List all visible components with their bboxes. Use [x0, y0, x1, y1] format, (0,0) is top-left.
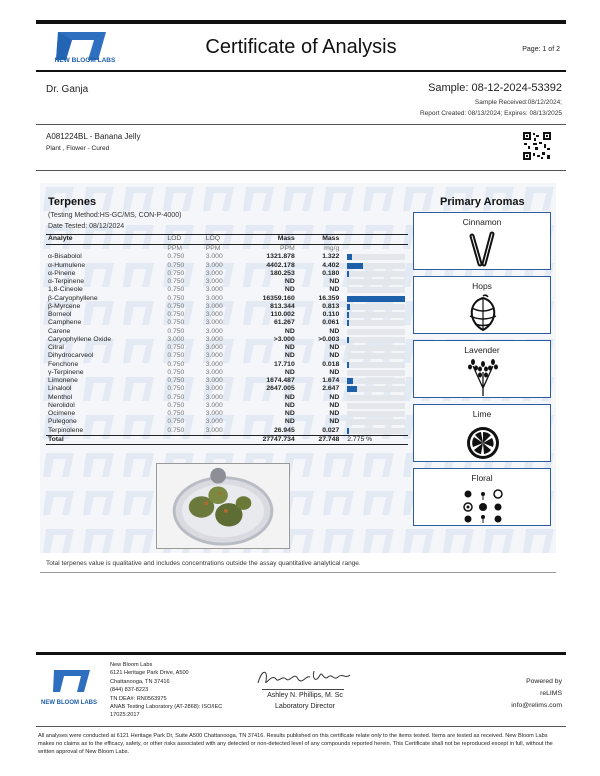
loq-value: 3.000 [205, 311, 223, 318]
lod-value: 0.750 [167, 294, 185, 302]
address-line: 6121 Heritage Park Drive, A500 [110, 670, 189, 677]
lod-value: 0.750 [167, 393, 185, 401]
mass-mg-value: 0.180 [322, 269, 340, 277]
address-line: Chattanooga, TN 37416 [110, 678, 170, 685]
aroma-card-lavender [413, 340, 551, 398]
table-row [46, 418, 408, 426]
header [36, 24, 566, 72]
mass-ppm-value: 2647.005 [266, 385, 295, 393]
lod-value: 0.750 [167, 344, 185, 351]
table-row [46, 427, 408, 436]
loq-value: 3.000 [205, 278, 223, 285]
aroma-card-hops [413, 276, 551, 334]
total-label: Total [46, 435, 165, 444]
analyte-name: α-Bisabolol [48, 253, 82, 261]
concentration-bar-fill [347, 271, 349, 277]
mass-mg-value: ND [329, 278, 340, 285]
powered-email[interactable]: info@relims.com [511, 702, 562, 709]
analyte-name: α-Terpinene [48, 278, 85, 285]
header-rule [36, 70, 566, 72]
mass-mg-value: 0.813 [322, 302, 340, 310]
total-ppm: 27747.734 [244, 435, 297, 444]
concentration-bar-fill [347, 320, 349, 326]
floral-icon [458, 486, 508, 524]
col-analyte: Analyte [46, 235, 165, 245]
page-title: Certificate of Analysis [205, 36, 397, 58]
lab-logo-text: NEW BLOOM LABS [54, 57, 116, 64]
disclaimer: All analyses were conducted at 6121 Heritage Park Dr, Suite A500 Chattanooga, TN 37416. Results published on this certificate relate only to the items tested. Items are tested as received. New Bloom Labs makes no claims as to the efficacy, safety, or other risks associated with any detected or non-detected level of any compounds reported herein. This Certificate shall not be reproduced except in full, without the written approval of New Bloom Labs. [38, 733, 553, 756]
aromas-title: Primary Aromas [440, 196, 525, 208]
table-row [46, 402, 408, 410]
lavender-icon [458, 358, 508, 396]
analyte-name: Caryophyllene Oxide [48, 335, 112, 343]
lod-value: 0.750 [167, 368, 185, 376]
analyte-name: Fenchone [48, 360, 79, 368]
address-line: TN DEA#: RN0563975 [110, 695, 167, 702]
concentration-bar [347, 304, 405, 310]
aroma-label: Lavender [464, 345, 500, 355]
mass-ppm-value: ND [284, 278, 295, 285]
mass-mg-value: ND [329, 393, 340, 401]
table-row [46, 344, 408, 352]
lod-value: 0.750 [167, 269, 185, 277]
signer-title: Laboratory Director [275, 703, 335, 710]
lod-value: 0.750 [167, 385, 185, 393]
lab-address [110, 661, 250, 720]
mass-ppm-value: ND [284, 352, 295, 360]
page-number: Page: 1 of 2 [522, 46, 560, 53]
concentration-bar-fill [347, 254, 352, 260]
mass-mg-value: 0.027 [322, 426, 340, 434]
mass-mg-value: ND [329, 410, 340, 417]
footer-rule [36, 652, 566, 655]
col-mass-ppm: Mass [244, 235, 297, 245]
loq-value: 3.000 [205, 393, 223, 401]
table-row [46, 328, 408, 336]
table-row [46, 262, 408, 270]
mass-ppm-value: 26.945 [273, 426, 295, 434]
lod-value: 0.750 [167, 360, 185, 368]
loq-value: 3.000 [205, 294, 223, 302]
col-lod: LOD [165, 235, 203, 245]
mass-ppm-value: 110.002 [270, 311, 295, 318]
lod-value: 0.750 [167, 286, 185, 294]
terpenes-table [46, 234, 408, 445]
concentration-bar [347, 287, 405, 293]
mass-ppm-value: 1674.487 [266, 377, 295, 384]
concentration-bar [347, 353, 405, 359]
loq-value: 3.000 [205, 426, 223, 434]
mass-mg-value: 4.402 [322, 261, 340, 269]
sample-photo [156, 463, 290, 549]
concentration-bar [347, 296, 405, 302]
lod-value: 0.750 [167, 418, 185, 426]
total-percent: 2.775 % [341, 435, 408, 444]
divider [40, 572, 556, 573]
mass-mg-value: 0.061 [322, 319, 340, 327]
powered-name: reLIMS [540, 690, 562, 697]
loq-value: 3.000 [205, 385, 223, 393]
loq-value: 3.000 [205, 401, 223, 409]
concentration-bar-fill [347, 304, 350, 310]
loq-value: 3.000 [205, 335, 223, 343]
unit-mass-ppm: PPM [280, 245, 295, 252]
lod-value: 0.750 [167, 302, 185, 310]
lod-value: 3.000 [167, 335, 185, 343]
mass-ppm-value: 180.253 [270, 269, 295, 277]
aroma-label: Floral [471, 473, 493, 483]
loq-value: 3.000 [205, 269, 223, 277]
concentration-bar [347, 279, 405, 285]
concentration-bar [347, 419, 405, 425]
table-row [46, 394, 408, 402]
cinnamon-icon [458, 230, 508, 268]
analyte-name: Pulegone [48, 418, 77, 426]
lime-icon [458, 422, 508, 460]
table-row [46, 361, 408, 369]
analyte-name: β-Caryophyllene [48, 294, 98, 302]
mass-mg-value: ND [329, 286, 340, 294]
table-header-row [46, 235, 408, 245]
mass-ppm-value: >3.000 [273, 335, 295, 343]
address-line: 17025:2017 [110, 712, 140, 719]
concentration-bar [347, 263, 405, 269]
analyte-name: β-Myrcene [48, 302, 81, 310]
mass-ppm-value: 1321.878 [266, 253, 295, 261]
lod-value: 0.750 [167, 278, 185, 285]
address-line: (844) 837-8223 [110, 687, 149, 694]
aroma-card-lime [413, 404, 551, 462]
mass-ppm-value: 61.267 [273, 319, 295, 327]
table-row [46, 303, 408, 311]
concentration-bar-fill [347, 386, 356, 392]
terpenes-footnote: Total terpenes value is qualitative and includes concentrations outside the assay quantitative analytical range. [46, 560, 361, 567]
analyte-name: Borneol [48, 311, 72, 318]
col-bar [341, 235, 408, 245]
table-row [46, 369, 408, 377]
unit-mass-mg: mg/g [324, 245, 340, 252]
loq-value: 3.000 [205, 368, 223, 376]
table-row [46, 286, 408, 294]
concentration-bar [347, 428, 405, 434]
mass-mg-value: 16.359 [318, 294, 340, 302]
table-row [46, 385, 408, 393]
aroma-label: Lime [472, 409, 492, 419]
loq-value: 3.000 [205, 360, 223, 368]
concentration-bar [347, 320, 405, 326]
aroma-card-floral [413, 468, 551, 526]
date-tested: Date Tested: 08/12/2024 [48, 223, 125, 230]
divider [36, 124, 566, 125]
units-row [46, 245, 408, 254]
mass-mg-value: ND [329, 327, 340, 335]
mass-mg-value: ND [329, 352, 340, 360]
table-row [46, 295, 408, 303]
table-row [46, 336, 408, 344]
col-mass-mg: Mass [297, 235, 341, 245]
concentration-bar-fill [347, 428, 349, 434]
mass-ppm-value: ND [284, 393, 295, 401]
aroma-label: Hops [472, 281, 492, 291]
concentration-bar-fill [347, 263, 363, 269]
mass-ppm-value: ND [284, 286, 295, 294]
lod-value: 0.750 [167, 377, 185, 384]
lod-value: 0.750 [167, 311, 185, 318]
concentration-bar [347, 362, 405, 368]
mass-mg-value: ND [329, 418, 340, 426]
concentration-bar [347, 403, 405, 409]
concentration-bar [347, 312, 405, 318]
signer-name: Ashley N. Phillips, M. Sc [267, 692, 343, 699]
lod-value: 0.750 [167, 253, 185, 261]
mass-mg-value: 2.647 [322, 385, 340, 393]
mass-mg-value: ND [329, 344, 340, 351]
lod-value: 0.750 [167, 261, 185, 269]
analyte-name: Terpinolene [48, 426, 84, 434]
analyte-name: Linalool [48, 385, 72, 393]
divider [36, 170, 566, 171]
address-line: ANAB Testing Laboratory (AT-2868): ISO/IEC [110, 704, 223, 711]
unit-lod: PPM [167, 245, 183, 252]
mass-mg-value: >0.003 [318, 335, 340, 343]
hops-icon [458, 294, 508, 332]
total-row [46, 435, 408, 444]
analyte-name: Carene [48, 327, 71, 335]
analyte-name: α-Humulene [48, 261, 86, 269]
loq-value: 3.000 [205, 352, 223, 360]
mass-ppm-value: ND [284, 401, 295, 409]
mass-ppm-value: ND [284, 327, 295, 335]
loq-value: 3.000 [205, 253, 223, 261]
signature-line [262, 689, 344, 690]
mass-ppm-value: ND [284, 344, 295, 351]
product-name: A081224BL - Banana Jelly [46, 132, 141, 141]
mass-ppm-value: ND [284, 368, 295, 376]
lod-value: 0.750 [167, 352, 185, 360]
concentration-bar [347, 271, 405, 277]
aroma-label: Cinnamon [462, 217, 502, 227]
mass-mg-value: 1.674 [322, 377, 340, 384]
table-row [46, 270, 408, 278]
col-loq: LOQ [204, 235, 244, 245]
concentration-bar-fill [347, 296, 405, 302]
loq-value: 3.000 [205, 261, 223, 269]
mass-mg-value: ND [329, 401, 340, 409]
analyte-name: Camphene [48, 319, 82, 327]
footer-divider [36, 726, 566, 727]
terpenes-title: Terpenes [48, 196, 97, 208]
report-dates: Report Created: 08/13/2024; Expires: 08/13/2025 [419, 110, 562, 117]
lod-value: 0.750 [167, 401, 185, 409]
qr-code-icon[interactable] [522, 131, 552, 161]
table-row [46, 352, 408, 360]
mass-ppm-value: 16359.160 [262, 294, 295, 302]
analyte-name: α-Pinene [48, 269, 76, 277]
loq-value: 3.000 [205, 377, 223, 384]
concentration-bar-fill [347, 378, 353, 384]
mass-mg-value: 0.110 [322, 311, 340, 318]
sample-received: Sample Received:08/12/2024; [474, 99, 562, 106]
loq-value: 3.000 [205, 302, 223, 310]
signature-image [250, 665, 360, 689]
mass-ppm-value: 17.710 [273, 360, 295, 368]
sample-dates [420, 97, 562, 119]
table-row [46, 377, 408, 385]
lod-value: 0.750 [167, 327, 185, 335]
lab-logo-text: NEW BLOOM LABS [41, 700, 97, 706]
table-row [46, 253, 408, 261]
loq-value: 3.000 [205, 418, 223, 426]
analyte-name: Dihydrocarveol [48, 352, 94, 360]
concentration-bar [347, 329, 405, 335]
table-row [46, 410, 408, 418]
mass-mg-value: ND [329, 368, 340, 376]
lab-logo-icon [46, 668, 96, 698]
lod-value: 0.750 [167, 426, 185, 434]
concentration-bar [347, 337, 405, 343]
analyte-name: 1,8-Cineole [48, 286, 83, 294]
lod-value: 0.750 [167, 319, 185, 327]
analyte-name: Menthol [48, 393, 73, 401]
concentration-bar-fill [347, 337, 349, 343]
table-row [46, 311, 408, 319]
unit-loq: PPM [205, 245, 221, 252]
analyte-name: Ocimene [48, 410, 76, 417]
loq-value: 3.000 [205, 286, 223, 294]
testing-method: (Testing Method:HS-GC/MS, CON-P-4000) [48, 212, 182, 219]
concentration-bar-fill [347, 362, 349, 368]
mass-ppm-value: ND [284, 418, 295, 426]
analyte-name: Nerolidol [48, 401, 75, 409]
sample-id: Sample: 08-12-2024-53392 [428, 82, 562, 94]
concentration-bar [347, 386, 405, 392]
mass-ppm-value: 813.344 [270, 302, 295, 310]
loq-value: 3.000 [205, 327, 223, 335]
mass-ppm-value: ND [284, 410, 295, 417]
mass-ppm-value: 4402.178 [266, 261, 295, 269]
concentration-bar [347, 411, 405, 417]
mass-mg-value: 1.322 [322, 253, 340, 261]
analyte-name: Limonene [48, 377, 78, 384]
powered-label: Powered by [526, 678, 562, 685]
loq-value: 3.000 [205, 344, 223, 351]
analyte-name: γ-Terpinene [48, 368, 84, 376]
address-line: New Bloom Labs [110, 662, 153, 668]
table-row [46, 319, 408, 327]
concentration-bar [347, 345, 405, 351]
mass-mg-value: 0.018 [322, 360, 340, 368]
loq-value: 3.000 [205, 319, 223, 327]
concentration-bar [347, 370, 405, 376]
concentration-bar [347, 395, 405, 401]
client-name: Dr. Ganja [46, 84, 89, 95]
aroma-card-cinnamon [413, 212, 551, 270]
total-mg: 27.748 [297, 435, 341, 444]
lod-value: 0.750 [167, 410, 185, 417]
table-row [46, 278, 408, 286]
concentration-bar-fill [347, 312, 349, 318]
concentration-bar [347, 254, 405, 260]
powered-by [511, 676, 562, 712]
loq-value: 3.000 [205, 410, 223, 417]
analyte-name: Citral [48, 344, 64, 351]
concentration-bar [347, 378, 405, 384]
product-type: Plant , Flower - Cured [46, 145, 110, 152]
